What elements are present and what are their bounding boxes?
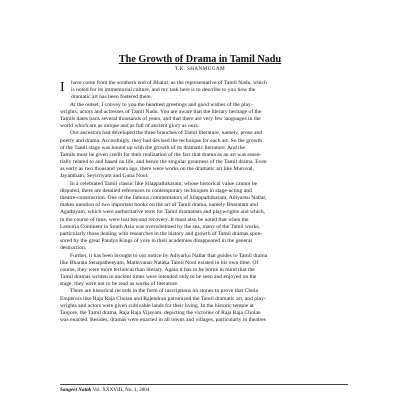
text-line: disputed, there are detailed references to contemporary techniques in stage-acting and (60, 187, 252, 194)
text-line: particularly those dealing with researches in the history and growth of Tamil dramas spon- (60, 230, 263, 237)
text-line: wrights and actors were given cultivable lands for their living. In the historic temple at (60, 302, 254, 309)
text-line: poetry and drama. Accordingly, they had devised the technique for each art. So the growth (60, 137, 263, 144)
text-line: tially related to and based on life, and hence the singular greatness of the Tamil drama. Even (60, 159, 267, 166)
text-line: dramatic art has been fostered there. (71, 94, 153, 101)
article-title: The Growth of Drama in Tamil Nadu (118, 54, 282, 65)
drop-cap-letter: I (60, 80, 65, 95)
text-line: There are historical records in the form of inscriptions on stones to prove that Chola (70, 288, 258, 295)
text-line: Agathiyam, which were authoritative texts for Tamil dramatists and playwrights and which, (60, 209, 266, 216)
text-line: theatre-construction. One of the famous commentators of Silappathikaram, Adiyarku Nallar, (60, 195, 267, 201)
text-line: Jayantham, Seyirriyam and Guna Nool. (60, 173, 149, 180)
text-line: Tamils must be given credit for their realization of the fact that drama as an art was essen- (60, 151, 262, 158)
text-line: stage, they were not to be read as works of literature. (60, 281, 179, 288)
page-footer (60, 384, 348, 394)
text-line: Tanjore, the Tamil drama, Raja Raja Vijayam, depicting the victories of Raja Raja Cholan (60, 310, 261, 316)
text-line: have come from the southern end of Bharat, as the representative of Tamil Nadu, which (71, 80, 267, 86)
text-line: world which are as unique and as full of ancient glory as ours. (60, 123, 200, 130)
article-body (60, 80, 348, 380)
text-line: Further, it has been brought to our notice by Adiyarku Nallar that guides to Tamil drama (70, 252, 268, 259)
text-line: in the course of time, were lost beyond recovery. It must also be noted that when the (60, 216, 249, 223)
text-line: Tamil dramas written in ancient times were intended only to be seen and enjoyed on the (60, 274, 257, 281)
text-line: At the outset, I convey to you the heartiest greetings and good wishes of the play- (70, 101, 253, 108)
text-line: wrights, actors and actresses of Tamil Nadu. You are aware that the literary heritage of the (60, 108, 262, 115)
text-line: destruction. (60, 245, 87, 252)
text-line: Lemuria Continent in South Asia was overwhelmed by the sea, many of the Tamil works, (60, 223, 260, 230)
text-line: Our ancestors had developed the three branches of Tamil literature, namely, prose and (70, 130, 263, 137)
text-line: Tamils dates back several thousands of years, and that there are very few languages in the (60, 115, 261, 122)
text-line: Emperors like Raja Raja Cholan and Rajendran patronized the Tamil dramatic art, and play- (60, 295, 266, 302)
text-line: as early as two thousand years ago, there were works on the dramatic art like Muruval, (60, 166, 255, 173)
text-line: makes mention of two important books on the art of Tamil drama, namely Bharatam and (60, 202, 258, 209)
text-line: of the Tamil stage was bound up with the growth of its dramatic literature. And the (60, 144, 245, 151)
text-line: like Bharata Senapatheeyam, Mathivanar Nataka Tamil Nool existed in his own time. Of (60, 259, 259, 266)
text-line: sored by the great Pandya Kings of yore in their academies disappeared in the general (60, 238, 252, 245)
text-line: In a celebrated Tamil classic like Silappathikaram, whose historical value cannot be (70, 180, 258, 187)
text-line: course, they were more technical than literary. Again it has to be borne in mind that the (60, 266, 255, 273)
footer-issue: Vol. XXXVIII, No. 1, 2004 (92, 386, 150, 393)
text-line: was enacted. Besides, dramas were enacted in all towns and villages, particularly in theatres (60, 317, 266, 324)
text-line: is noted for its immemorial culture, and my task here is to describe to you how the (71, 87, 256, 94)
article-author: T.K. SHANMUGAM (174, 66, 226, 72)
footer-journal-name: Sangeet Natak (60, 386, 92, 393)
